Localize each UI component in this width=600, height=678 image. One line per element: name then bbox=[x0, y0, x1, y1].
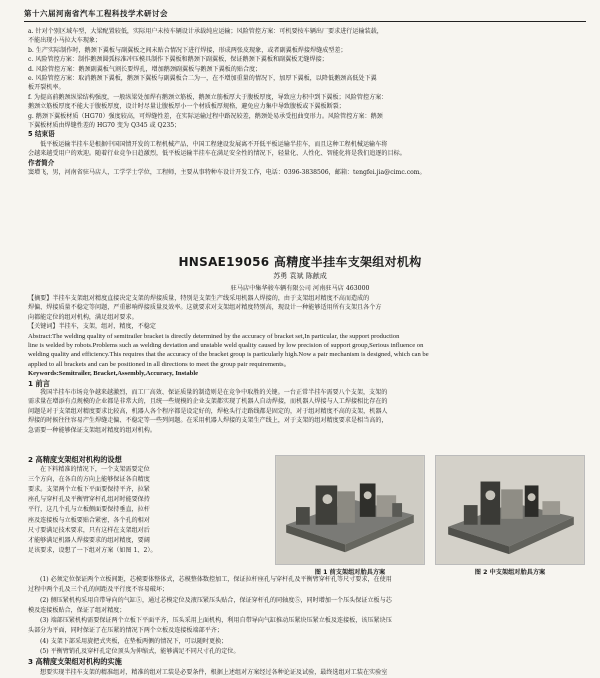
abstract-en bbox=[28, 332, 583, 379]
item-line: (4) 支架下部采用旋把式夹板，在垫板两侧的情况下，可以随时更换； bbox=[40, 637, 228, 645]
item-line: (5) 平衡臂销孔及穿杆孔定位顶头为伸缩式，能够满足不同尺寸孔的定位。 bbox=[40, 648, 240, 656]
sec1-line: 需求量在增添有点规模的企业都是非常大的，且统一些规模的企业支架都实现了机器人自动焊接，而机器人焊接与人工焊接相比存在的 bbox=[28, 398, 388, 406]
section-2-heading: 2 高精度支架组对机构的设想 bbox=[28, 455, 122, 464]
abstract-en-line: line is welded by robots.Problems such as welding deviation and unstable weld quality caused by low precision of support group,Serious influence on bbox=[28, 342, 424, 350]
sec1-line: 焊接的时候往往容易产生焊缝走偏、不稳定等一些列问题。在采用机器人焊接的支架生产线上，对于支架的组对精度要求是相当高的， bbox=[28, 417, 388, 425]
prev-line: c. 风险管控方案：制作鹅颈圆弧标准冲压模具制作下翼板和鹅颈下副翼板，保证鹅颈下翼板和副翼板无缝焊接； bbox=[28, 56, 328, 64]
sec2-line: 座孔与穿杆孔及平衡臂穿杆孔组对时能要保持 bbox=[28, 496, 150, 504]
figure-1-image bbox=[275, 455, 425, 565]
article-affiliation: 驻马店中集华骏车辆有限公司 河南驻马店 463000 bbox=[230, 285, 370, 292]
item-line: 头部分为平面，同时保证了在压紧的情况下两个立板及连接板端部平齐； bbox=[28, 627, 223, 635]
article-authors: 苏勇 袁斌 陈献成 bbox=[273, 272, 327, 280]
article-title: HNSAE19056 高精度半挂车支架组对机构 bbox=[178, 255, 422, 269]
author-line: 窦增飞，男，河南省驻马店人，工学学士学位，工程师，主要从事特种车设计开发工作，电话：0396-3838506，邮箱：tengfei.jia@cimc.com。 bbox=[28, 169, 426, 177]
figure-2-image bbox=[435, 455, 585, 565]
fixture-2-illustration bbox=[436, 456, 584, 564]
figures bbox=[275, 455, 587, 575]
section-2-text bbox=[28, 455, 268, 556]
item-line: 过程中两个孔及三个孔的间距及平行度不容易破坏； bbox=[28, 586, 169, 594]
abstract-en-line: applied to all brackets and can be positioned in all directions to meet the group pair requirements。 bbox=[28, 360, 291, 368]
prev-line: 不能出现小马拉大车现象； bbox=[28, 37, 102, 45]
prev-line: d. 风险管控方案：鹅颈副翼板气割长要焊孔，增加鹅颈副翼板与鹅颈下翼板的贴合度； bbox=[28, 65, 262, 73]
abstract-en-line: Abstract:The welding quality of semitrailer bracket is directly determined by the accuracy of bracket set,In particular, the support production bbox=[28, 332, 400, 340]
prev-line: 鹅颈立筋板厚度不能大于腹板厚度，设计时尽量让腹板厚小一个材质板厚规格，避免应力集中导致腹板或下翼板断裂； bbox=[28, 103, 345, 111]
abstract-cn-line: 向都能定位的组对机构，满足组对要求。 bbox=[28, 313, 138, 321]
abstract-en-line: welding quality and efficiency.This requires that the accuracy of the bracket group is particularly high.Now a pair mechanism is designed, which can be bbox=[28, 351, 429, 359]
conclusion-line: 会越来越受用户的欢迎。随着行业竞争日趋激烈，低平板运输半挂车在满足安全性的情况下，轻量化、人性化、智能化将是我们追逐的目标。 bbox=[28, 150, 406, 158]
prev-line: 板开裂机率。 bbox=[28, 84, 65, 92]
abstract-cn-line: 焊偏、焊接质量不稳定等问题，严重影响焊接质量及效率。这就要求对支架组对精度特别高，现设计一种能够适用所有支架且各个方 bbox=[28, 304, 382, 312]
sec2-line: 才能够满足机器人焊接要求的组对精度，要阔 bbox=[28, 536, 150, 544]
numbered-items bbox=[28, 575, 588, 678]
prev-line: a. 针对个别区域车型，大梁配置较低，实际用户未按车辆设计承载纯应运输；风险管控方案：可机要按车辆出厂要求进行运输装载， bbox=[28, 28, 383, 35]
header-rule bbox=[24, 21, 586, 22]
section-1-heading: 1 前言 bbox=[28, 378, 50, 388]
keywords-en: Keywords:Semitrailer, Bracket,Assembly,Accuracy, Instable bbox=[28, 370, 199, 378]
figure-2-caption: 图 2 中支架组对胎具方案 bbox=[474, 569, 546, 576]
prev-line: 下翼板材质由焊缝性差的 HG70 变为 Q345 或 Q235； bbox=[28, 122, 181, 130]
sec2-line: 足该要求，设想了一下组对方案（如图 1、2）。 bbox=[28, 546, 157, 554]
author-heading: 作者简介 bbox=[28, 158, 55, 167]
sec1-line: 急需要一种能够保证支架组对精度的组对机构。 bbox=[28, 426, 156, 434]
item-line: 模及连接板贴合，保证了组对精度； bbox=[28, 606, 126, 614]
sec2-line: 三个方向，在各自的方向上能够保证各自精度 bbox=[28, 476, 150, 484]
abstract-block bbox=[28, 294, 583, 435]
fixture-1-illustration bbox=[276, 456, 424, 564]
prev-line: b. 生产实际制作时，鹅颈下翼板与副翼板之间未贴合情况下进行焊接，形成两张皮现象，或者副翼板焊接焊缝成型差； bbox=[28, 46, 347, 54]
conclusion-line: 低平板运输半挂车是根据中国国情开发的工程机械产品，中国工程建设发展离不开低平板运输半挂车，而且这种工程机械运输车将 bbox=[40, 140, 388, 148]
sec2-line: 尺寸要满足技术要求，只有这样在支架组对后 bbox=[28, 526, 150, 534]
sec1-line: 问题是对于支架组对精度要求比较高，机器人各个程序都是设定好的，焊枪头行走路线都是固定的，对于组对精度不高的支架，机器人 bbox=[28, 407, 388, 415]
section-3-heading: 3 高精度支架组对机构的实施 bbox=[28, 657, 122, 667]
item-line: (3) 端部压紧机构需要保证两个立板下平面平齐，压头采用上面机构，利用自带导向气缸推动压紧块压紧立板及连接板，该压紧块压 bbox=[40, 617, 392, 625]
sec2-line: 在下料精准的情况下，一个支架需要定位 bbox=[40, 466, 150, 474]
sec3-line: 想要实现半挂车支架的精准组对，精准的组对工装是必要条件，根据上述组对方案经过各种论证及试验，最终选组对工装在实验室 bbox=[40, 668, 388, 676]
item-line: (2) 侧压紧机构采用自带导向的气缸⑤，通过芯模定位及液压紧压头贴合，保证穿杆孔的同轴度⑤，同时增加一个压头保证立板与芯 bbox=[40, 596, 392, 604]
sec2-line: 平行，这几个孔与立板侧面要保持垂直，拉杆 bbox=[28, 506, 150, 514]
abstract-cn-line: 【摘要】半挂车支架组对精度直接决定支架的焊接质量，特别是支架生产线采用机器人焊接的，由于支架组对精度不高而造成的 bbox=[28, 295, 370, 302]
prev-line: f. 为提高前鹅颈纵梁结构强度，一般纵梁处加焊有鹅颈立筋板，鹅颈立筋板厚大于腹板厚度，导致应力积中到下翼板；风险管控方案： bbox=[28, 93, 388, 101]
conclusion-heading: 5 结束语 bbox=[28, 130, 55, 139]
prev-line: g. 鹅颈下翼板材质（HG70）强度较高，可焊缝性差，在实际运输过程中路况较差，鹅颈处易承受扭曲变形力。风险管控方案：鹅颈 bbox=[28, 112, 383, 120]
item-line: (1) 必须定位保证两个立板间距，芯模要体整体式，芯模整体数控加工，保证拉杆座孔与穿杆孔及平衡臂穿杆孔等尺寸要求，在使用 bbox=[40, 576, 392, 583]
running-header: 第十六届河南省汽车工程科技学术研讨会 bbox=[24, 9, 168, 18]
keywords-cn: 【关键词】半挂车，支架，组对，精度，不稳定 bbox=[28, 323, 156, 331]
prev-article-body bbox=[28, 27, 583, 178]
figure-1-caption: 图 1 前支架组对胎具方案 bbox=[314, 569, 386, 576]
prev-line: e. 风险管控方案：取消鹅颈下翼板，鹅颈下翼板与副翼板合二为一，在不增加重量的情况下，加厚下翼板，以降低鹅颈高低处下翼 bbox=[28, 75, 377, 83]
sec2-line: 座及连接板与立板要贴合紧密，各个孔的相对 bbox=[28, 516, 150, 524]
sec1-line: 我国半挂车市场竞争越来越激烈，而工厂高效、保证质量的制造则是在竞争中取胜的关键。一台正常半挂车需要八个支架，支架的 bbox=[40, 389, 388, 397]
sec2-line: 要求。支架两个立板下平面要保持平齐，拉紧 bbox=[28, 486, 150, 494]
